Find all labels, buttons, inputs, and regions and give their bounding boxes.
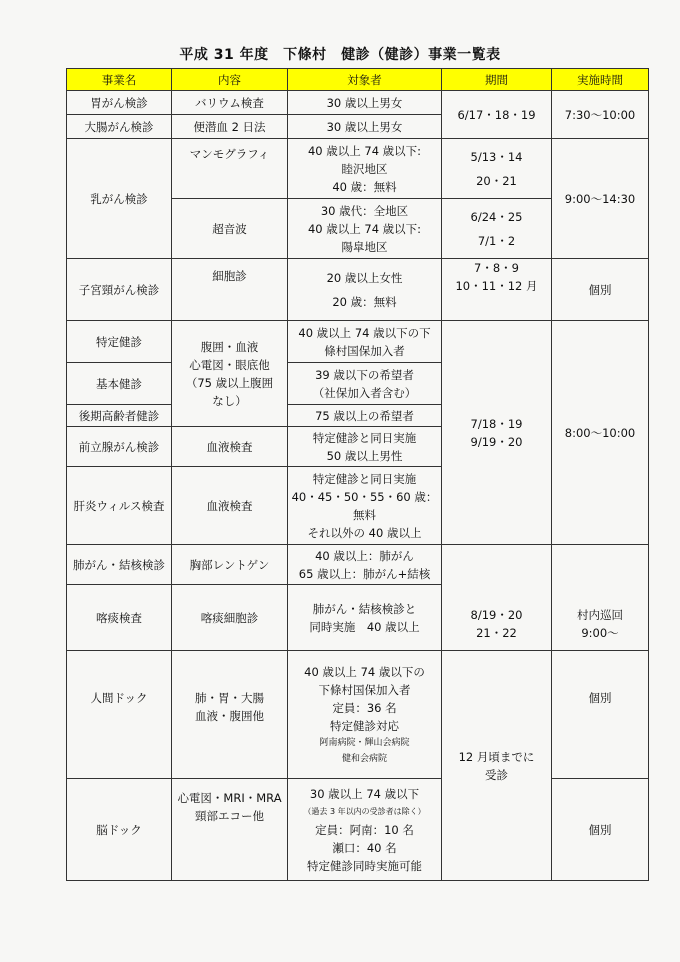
- brain-dock-name: 脳ドック: [67, 779, 172, 881]
- header-target: 対象者: [288, 69, 442, 91]
- echo-period: 6/24・25 7/1・2: [442, 199, 552, 259]
- lung-target: 40 歳以上：肺がん 65 歳以上：肺がん+結核: [288, 545, 442, 585]
- echo-target: 30 歳代：全地区 40 歳以上 74 歳以下: 陽皐地区: [288, 199, 442, 259]
- sputum-content: 喀痰細胞診: [172, 585, 288, 651]
- prostate-content: 血液検査: [172, 427, 288, 467]
- cervical-period: 7・8・9 10・11・12 月: [442, 259, 552, 321]
- breast-time: 9:00〜14:30: [552, 139, 649, 259]
- header-period: 期間: [442, 69, 552, 91]
- header-content: 内容: [172, 69, 288, 91]
- cervical-content: 細胞診: [172, 259, 288, 321]
- stomach-target: 30 歳以上男女: [288, 91, 442, 115]
- colon-target: 30 歳以上男女: [288, 115, 442, 139]
- lung-name: 肺がん・結核検診: [67, 545, 172, 585]
- stomach-name: 胃がん検診: [67, 91, 172, 115]
- brain-dock-target: 30 歳以上 74 歳以下 （過去 3 年以内の受診者は除く） 定員：阿南：10 名 瀬口：40 名 特定健診同時実施可能: [288, 779, 442, 881]
- cervical-name: 子宮頸がん検診: [67, 259, 172, 321]
- human-dock-name: 人間ドック: [67, 651, 172, 779]
- checkup-time: 8:00〜10:00: [552, 321, 649, 545]
- checkup-content: 腹囲・血液 心電図・眼底他 （75 歳以上腹囲 なし）: [172, 321, 288, 427]
- human-dock-time: 個別: [552, 651, 649, 779]
- tokutei-target: 40 歳以上 74 歳以下の下 條村国保加入者: [288, 321, 442, 363]
- koki-target: 75 歳以上の希望者: [288, 405, 442, 427]
- koki-name: 後期高齢者健診: [67, 405, 172, 427]
- checkup-period: 7/18・19 9/19・20: [442, 321, 552, 545]
- stomach-colon-time: 7:30〜10:00: [552, 91, 649, 139]
- hepatitis-name: 肝炎ウィルス検査: [67, 467, 172, 545]
- colon-name: 大腸がん検診: [67, 115, 172, 139]
- header-name: 事業名: [67, 69, 172, 91]
- hepatitis-target: 特定健診と同日実施 40・45・50・55・60 歳： 無料 それ以外の 40 歳以上: [288, 467, 442, 545]
- kihon-name: 基本健診: [67, 363, 172, 405]
- lung-period: 8/19・20 21・22: [442, 545, 552, 651]
- stomach-colon-period: 6/17・18・19: [442, 91, 552, 139]
- dock-period: 12 月頃までに 受診: [442, 651, 552, 881]
- brain-dock-time: 個別: [552, 779, 649, 881]
- human-dock-content: 肺・胃・大腸 血液・腹囲他: [172, 651, 288, 779]
- kihon-target: 39 歳以下の希望者 （社保加入者含む）: [288, 363, 442, 405]
- sputum-name: 喀痰検査: [67, 585, 172, 651]
- mammo-period: 5/13・14 20・21: [442, 139, 552, 199]
- schedule-table: [66, 68, 649, 881]
- sputum-target: 肺がん・結核検診と 同時実施 40 歳以上: [288, 585, 442, 651]
- stomach-content: バリウム検査: [172, 91, 288, 115]
- lung-content: 胸部レントゲン: [172, 545, 288, 585]
- hepatitis-content: 血液検査: [172, 467, 288, 545]
- prostate-name: 前立腺がん検診: [67, 427, 172, 467]
- header-time: 実施時間: [552, 69, 649, 91]
- mammo-content: マンモグラフィ: [172, 139, 288, 199]
- colon-content: 便潜血 2 日法: [172, 115, 288, 139]
- breast-name: 乳がん検診: [67, 139, 172, 259]
- echo-content: 超音波: [172, 199, 288, 259]
- prostate-target: 特定健診と同日実施 50 歳以上男性: [288, 427, 442, 467]
- brain-dock-content: 心電図・MRI・MRA 頸部エコー他: [172, 779, 288, 881]
- lung-time: 村内巡回 9:00〜: [552, 545, 649, 651]
- human-dock-target: 40 歳以上 74 歳以下の 下條村国保加入者 定員：36 名 特定健診対応 阿南病院・輝山会病院 健和会病院: [288, 651, 442, 779]
- cervical-time: 個別: [552, 259, 649, 321]
- cervical-target: 20 歳以上女性 20 歳：無料: [288, 259, 442, 321]
- mammo-target: 40 歳以上 74 歳以下: 睦沢地区 40 歳：無料: [288, 139, 442, 199]
- page-title: 平成 31 年度 下條村 健診（健診）事業一覧表: [179, 47, 501, 63]
- tokutei-name: 特定健診: [67, 321, 172, 363]
